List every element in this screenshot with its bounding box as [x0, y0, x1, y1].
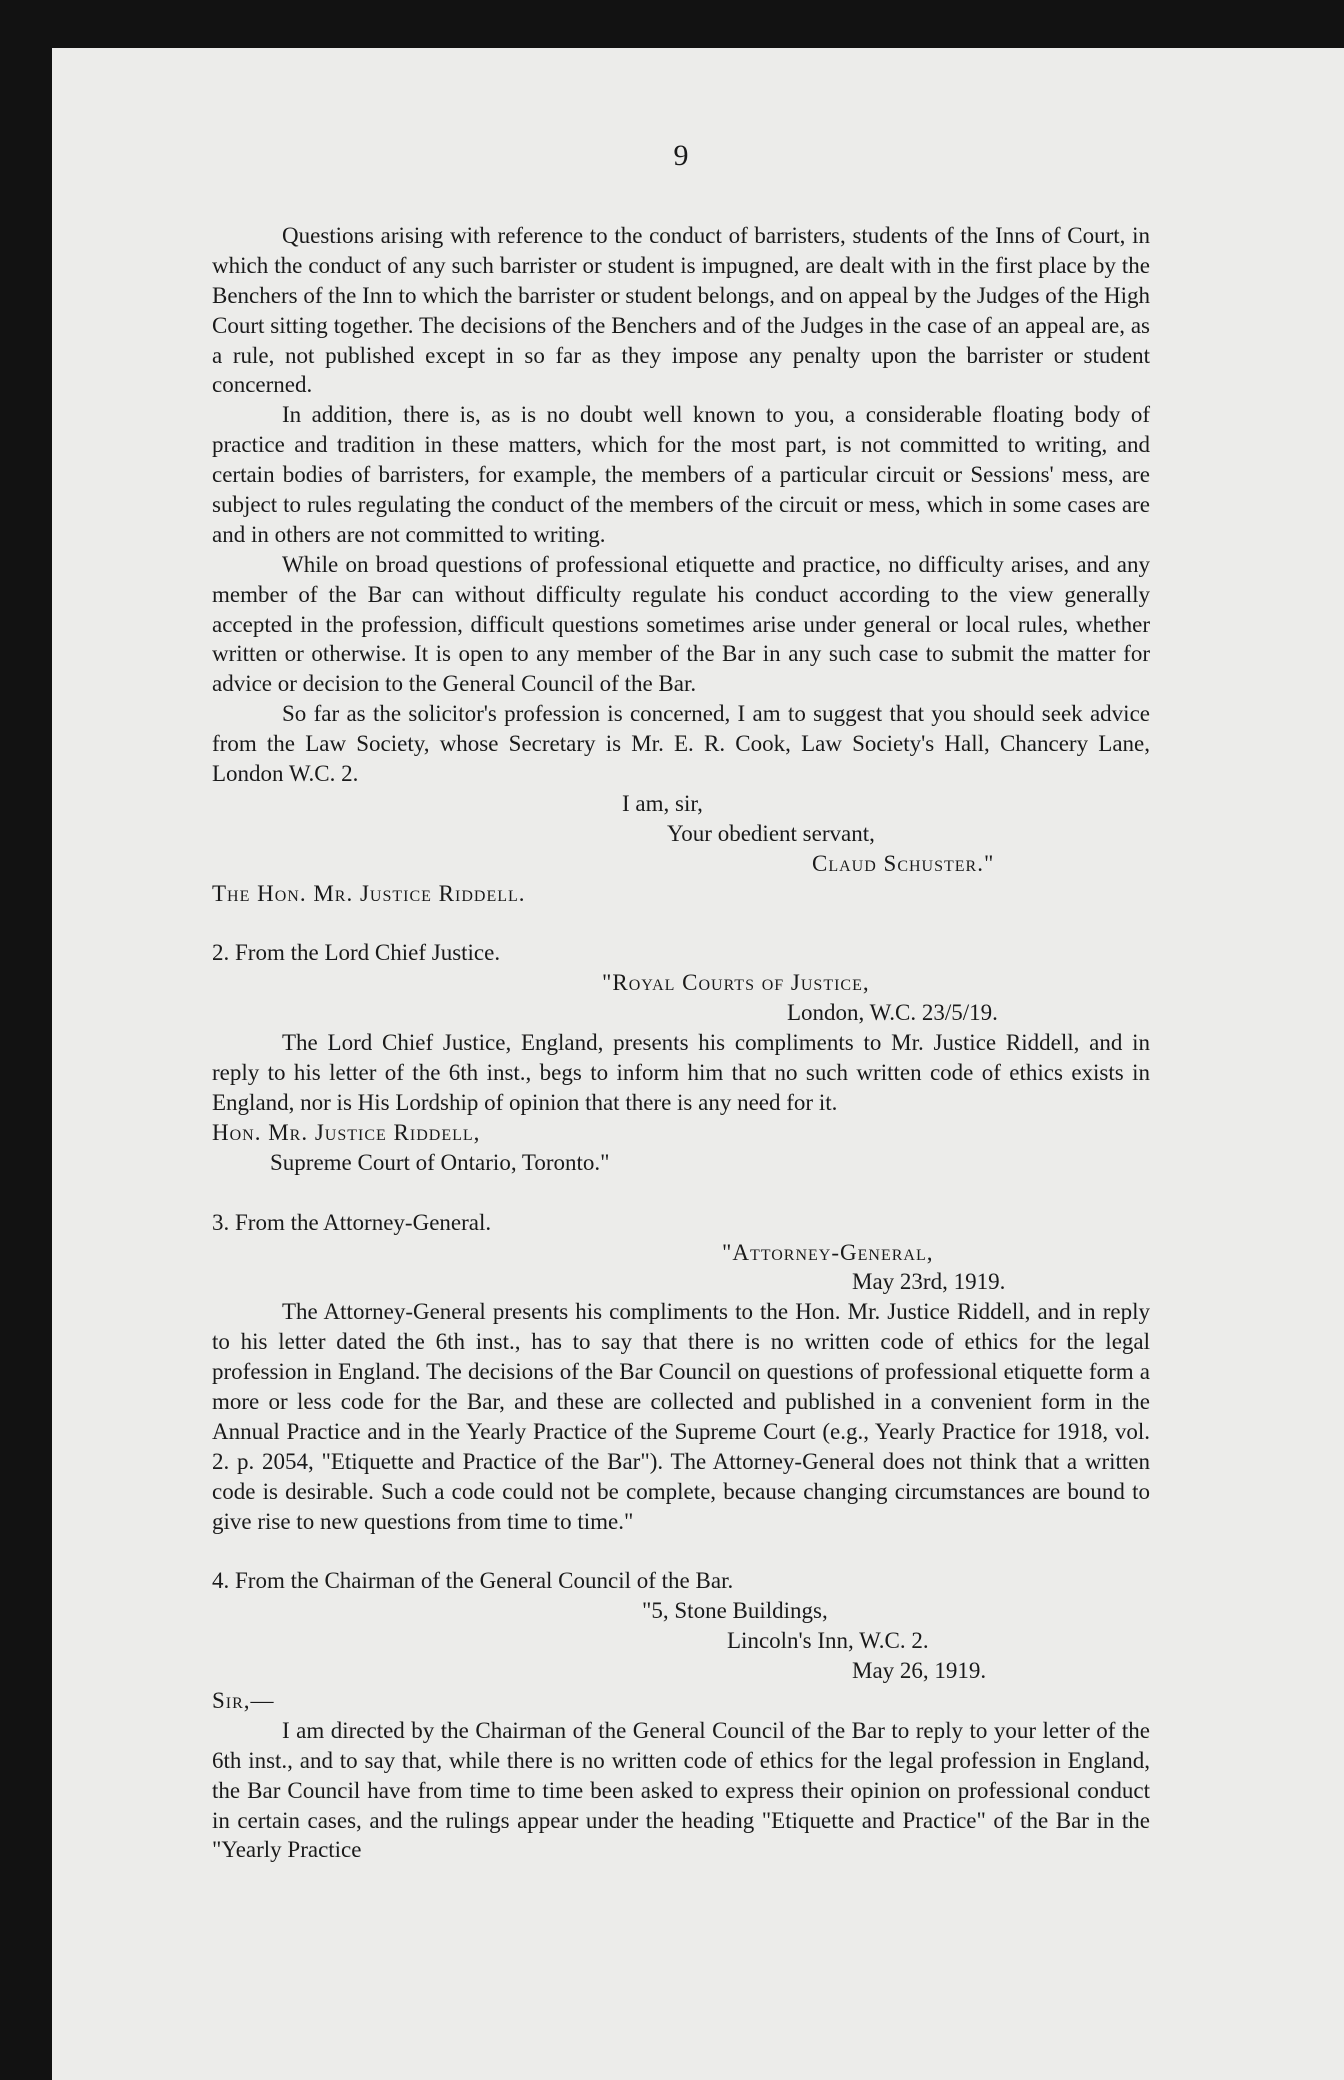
spacer — [212, 908, 1150, 938]
section-3-body: The Attorney-General presents his compliments to the Hon. Mr. Justice Riddell, and in reply to his letter dated the 6th inst., has to say that there is no written code of ethics for the legal profession in England. The decisions of the Bar Council on questions of professional etiquette form a more or less code for the Bar, and these are collected and published in a convenient form in the Annual Practice and in the Yearly Practice of the Supreme Court (e.g., Yearly Practice for 1918, vol. 2. p. 2054, "Etiquette and Practice of the Bar"). The Attorney-General does not think that a written code is desirable. Such a code could not be complete, because changing circumstances are bound to give rise to new questions from time to time." — [212, 1299, 1150, 1534]
section-2-address-1: "Royal Courts of Justice, — [602, 970, 870, 996]
section-2-body: The Lord Chief Justice, England, presents his compliments to Mr. Justice Riddell, and in reply to his letter of the 6th inst., begs to inform him that no such written code of ethics exists in England, nor is His Lordship of opinion that there is any need for it. — [212, 1030, 1150, 1115]
paragraph-1: Questions arising with reference to the conduct of barristers, students of the Inns of Court, in which the conduct of any such barrister or student is impugned, are dealt with in the first place by the Benchers of the Inn to which the barrister or student belongs, and on appeal by the Judges of the High Court sitting together. The decisions of the Benchers and of the Judges in the case of an appeal are, as a rule, not published except in so far as they impose any penalty upon the barrister or student concerned. — [212, 223, 1150, 398]
spacer — [212, 1178, 1150, 1208]
paragraph-4: So far as the solicitor's profession is concerned, I am to suggest that you should seek advice from the Law Society, whose Secretary is Mr. E. R. Cook, Law Society's Hall, Chancery Lane, London W.C. 2. — [212, 701, 1150, 787]
section-2-address-2: London, W.C. 23/5/19. — [787, 1000, 998, 1026]
paragraph-3: While on broad questions of professional etiquette and practice, no difficulty arises, and any member of the Bar can without difficulty regulate his conduct according to the view generally accepted in the profession, difficult questions sometimes arise under general or local rules, whether written or otherwise. It is open to any member of the Bar in any such case to submit the matter for advice or decision to the General Council of the Bar. — [212, 551, 1150, 697]
section-4-salutation: Sir,— — [212, 1687, 275, 1713]
section-4-address-1: "5, Stone Buildings, — [642, 1598, 828, 1624]
section-3-address-1: "Attorney-General, — [722, 1239, 934, 1265]
section-2-heading: 2. From the Lord Chief Justice. — [212, 940, 501, 966]
closing-line-2: Your obedient servant, — [667, 820, 875, 846]
signature: Claud Schuster." — [812, 850, 995, 876]
page-content — [212, 136, 1150, 1865]
section-2-to-2: Supreme Court of Ontario, Toronto." — [270, 1149, 610, 1175]
section-3-address-2: May 23rd, 1919. — [852, 1269, 1006, 1295]
section-4-heading: 4. From the Chairman of the General Council of the Bar. — [212, 1568, 734, 1594]
section-2-to-1: Hon. Mr. Justice Riddell, — [212, 1119, 481, 1145]
section-3-heading: 3. From the Attorney-General. — [212, 1209, 492, 1235]
addressee: The Hon. Mr. Justice Riddell. — [212, 880, 526, 906]
closing-line-1: I am, sir, — [622, 790, 703, 816]
document-page — [52, 48, 1344, 2080]
section-4-body: I am directed by the Chairman of the General Council of the Bar to reply to your letter of the 6th inst., and to say that, while there is no written code of ethics for the legal profession in England, the Bar Council have from time to time been asked to express their opinion on professional conduct in certain cases, and the rulings appear under the heading "Etiquette and Practice" of the Bar in the "Yearly Practice — [212, 1717, 1150, 1863]
paragraph-2: In addition, there is, as is no doubt well known to you, a considerable floating body of practice and tradition in these matters, which for the most part, is not committed to writing, and certain bodies of barristers, for example, the members of a particular circuit or Sessions' mess, are subject to rules regulating the conduct of the members of the circuit or mess, which in some cases are and in others are not committed to writing. — [212, 402, 1150, 547]
page-number: 9 — [673, 139, 689, 172]
section-4-address-3: May 26, 1919. — [852, 1658, 987, 1684]
spacer — [212, 1536, 1150, 1566]
section-4-address-2: Lincoln's Inn, W.C. 2. — [727, 1628, 929, 1654]
